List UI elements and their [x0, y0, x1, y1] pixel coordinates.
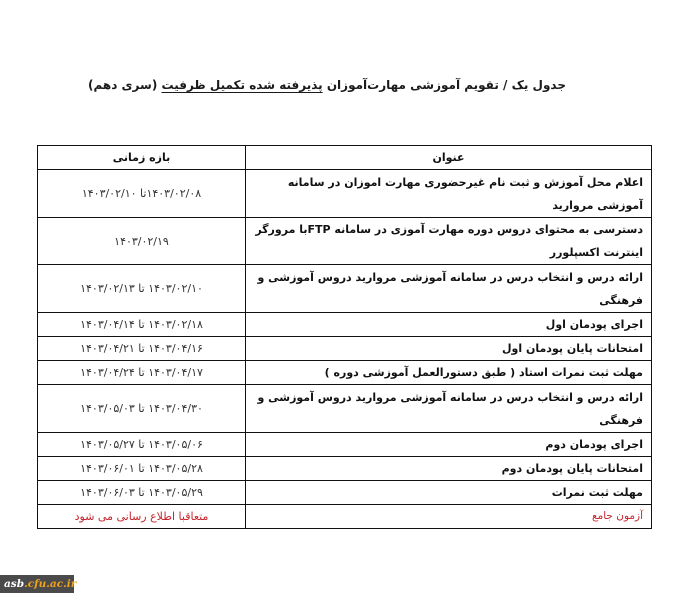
row-title: مهلت ثبت نمرات استاد ( طبق دستورالعمل آموزشی دوره ) — [246, 361, 652, 385]
row-period: متعاقبا اطلاع رسانی می شود — [38, 505, 246, 529]
title-suffix: (سری دهم) — [88, 78, 162, 92]
table-row — [38, 170, 652, 218]
table-row — [38, 433, 652, 457]
row-period: ۱۴۰۳/۰۴/۱۷ تا ۱۴۰۳/۰۴/۲۴ — [38, 361, 246, 385]
page-title — [88, 78, 566, 92]
row-period: ۱۴۰۳/۰۴/۳۰ تا ۱۴۰۳/۰۵/۰۳ — [38, 385, 246, 433]
title-underlined: پذیرفته شده تکمیل ظرفیت — [161, 78, 323, 92]
row-title: مهلت ثبت نمرات — [246, 481, 652, 505]
row-title: ارائه درس و انتخاب درس در سامانه آموزشی مروارید دروس آموزشی و فرهنگی — [246, 265, 652, 313]
row-period: ۱۴۰۳/۰۲/۱۸ تا ۱۴۰۳/۰۴/۱۴ — [38, 313, 246, 337]
row-period: ۱۴۰۳/۰۵/۲۸ تا ۱۴۰۳/۰۶/۰۱ — [38, 457, 246, 481]
table-row — [38, 337, 652, 361]
row-title: اجرای پودمان اول — [246, 313, 652, 337]
row-title: اعلام محل آموزش و ثبت نام غیرحضوری مهارت اموزان در سامانه آموزشی مروارید — [246, 170, 652, 218]
site-watermark — [0, 575, 77, 593]
header-period: بازه زمانی — [38, 146, 246, 170]
row-period: ۱۴۰۳/۰۲/۱۹ — [38, 218, 246, 265]
table-row — [38, 265, 652, 313]
table-row — [38, 313, 652, 337]
row-title: آزمون جامع — [246, 505, 652, 529]
watermark-prefix: asb — [4, 578, 25, 590]
table-row — [38, 361, 652, 385]
row-period: ۱۴۰۳/۰۲/۰۸تا ۱۴۰۳/۰۲/۱۰ — [38, 170, 246, 218]
row-period: ۱۴۰۳/۰۲/۱۰ تا ۱۴۰۳/۰۲/۱۳ — [38, 265, 246, 313]
row-title: دسترسی به محتوای دروس دوره مهارت آموزی در سامانه FTPبا مرورگر اینترنت اکسپلورر — [246, 218, 652, 265]
schedule-table — [37, 145, 652, 529]
row-period: ۱۴۰۳/۰۵/۰۶ تا ۱۴۰۳/۰۵/۲۷ — [38, 433, 246, 457]
row-period: ۱۴۰۳/۰۴/۱۶ تا ۱۴۰۳/۰۴/۲۱ — [38, 337, 246, 361]
table-header-row — [38, 146, 652, 170]
table-row-comprehensive-exam — [38, 505, 652, 529]
row-title: اجرای پودمان دوم — [246, 433, 652, 457]
title-prefix: جدول یک / تقویم آموزشی مهارت‌آموزان — [322, 78, 566, 92]
table-row — [38, 385, 652, 433]
header-title: عنوان — [246, 146, 652, 170]
row-title: ارائه درس و انتخاب درس در سامانه آموزشی مروارید دروس آموزشی و فرهنگی — [246, 385, 652, 433]
table-row — [38, 481, 652, 505]
watermark-domain: .cfu.ac.ir — [24, 578, 77, 590]
row-title: امتحانات پایان پودمان دوم — [246, 457, 652, 481]
row-period: ۱۴۰۳/۰۵/۲۹ تا ۱۴۰۳/۰۶/۰۳ — [38, 481, 246, 505]
row-title: امتحانات پایان پودمان اول — [246, 337, 652, 361]
table-row — [38, 457, 652, 481]
table-row — [38, 218, 652, 265]
